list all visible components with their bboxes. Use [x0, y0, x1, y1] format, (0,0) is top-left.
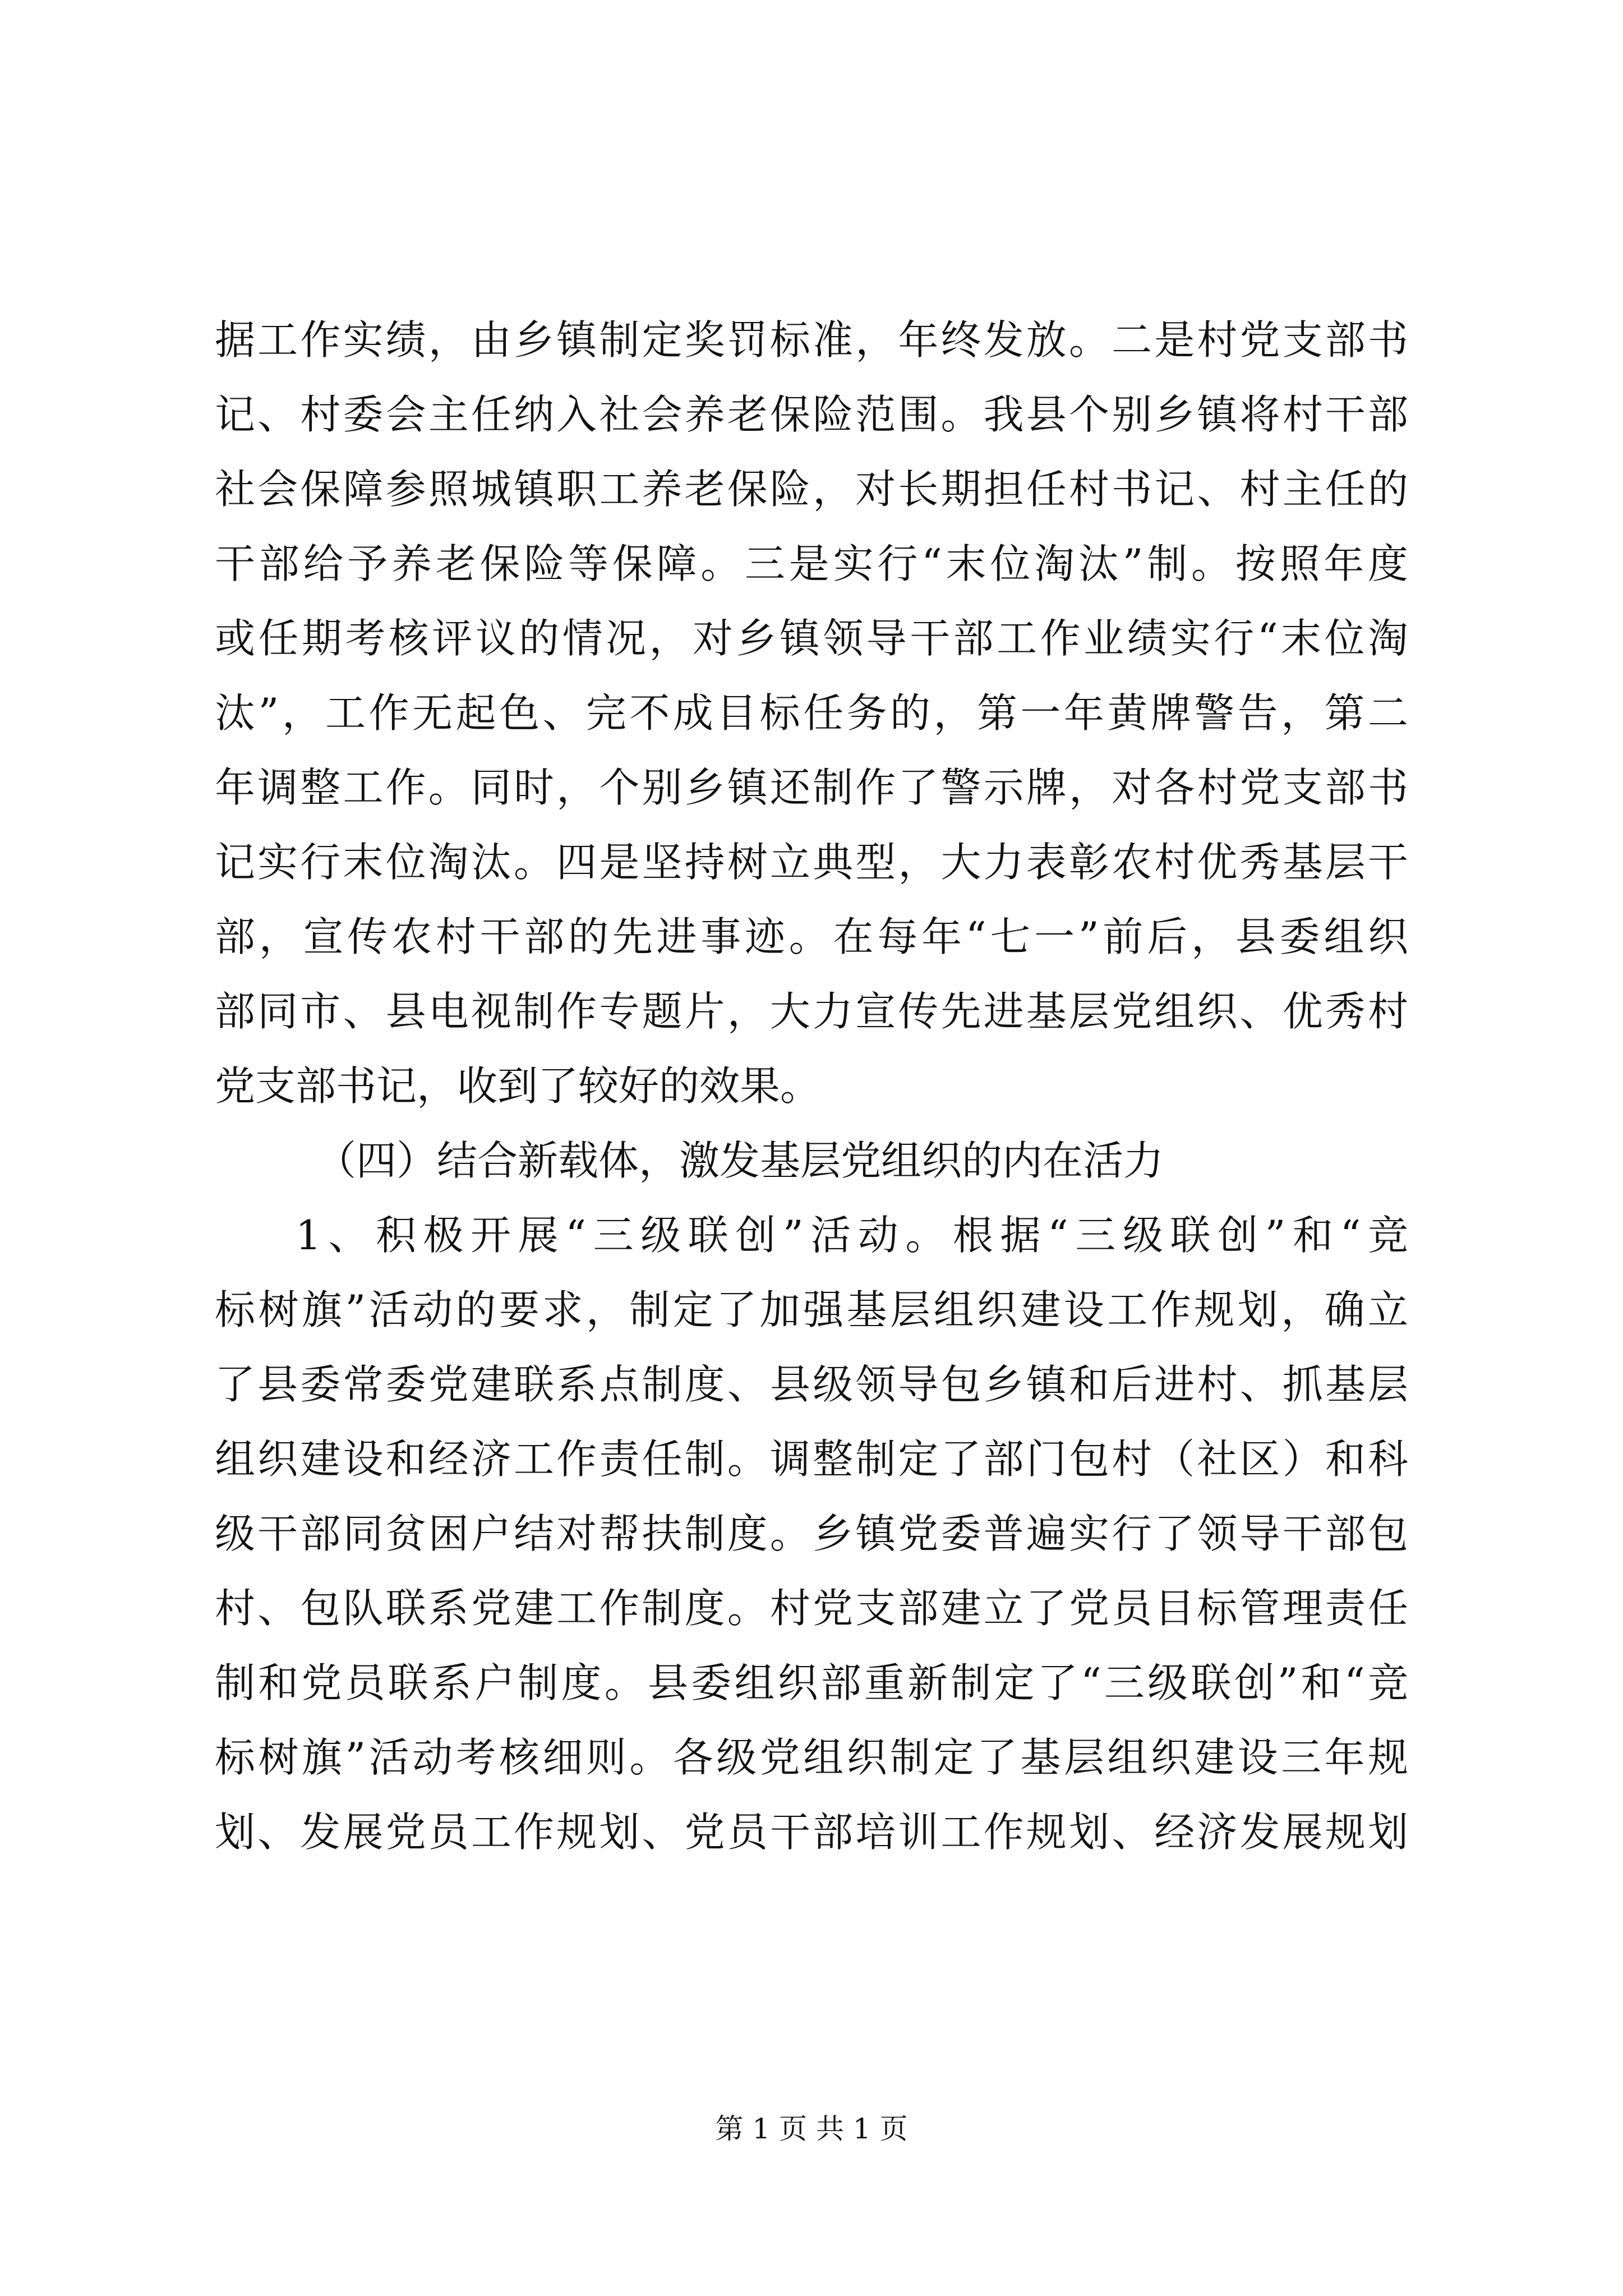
text-line: 干部给予养老保险等保障。三是实行“末位淘汰”制。按照年度: [215, 540, 1408, 587]
text-line: 或任期考核评议的情况，对乡镇领导干部工作业绩实行“末位淘: [215, 615, 1408, 662]
text-line: 社会保障参照城镇职工养老保险，对长期担任村书记、村主任的: [215, 466, 1408, 513]
body-text: [215, 303, 1408, 1870]
text-line: 1、积极开展“三级联创”活动。根据“三级联创”和“竞: [296, 1212, 1408, 1259]
text-line: 级干部同贫困户结对帮扶制度。乡镇党委普遍实行了领导干部包: [215, 1510, 1408, 1557]
text-line: 组织建设和经济工作责任制。调整制定了部门包村（社区）和科: [215, 1435, 1408, 1483]
text-line: 记实行末位淘汰。四是坚持树立典型，大力表彰农村优秀基层干: [215, 839, 1408, 886]
text-line: 党支部书记，收到了较好的效果。: [215, 1062, 821, 1110]
text-line: 据工作实绩，由乡镇制定奖罚标准，年终发放。二是村党支部书: [215, 316, 1408, 364]
text-line: 部，宣传农村干部的先进事迹。在每年“七一”前后，县委组织: [215, 913, 1408, 960]
text-line: 标树旗”活动考核细则。各级党组织制定了基层组织建设三年规: [215, 1734, 1408, 1781]
text-line: 了县委常委党建联系点制度、县级领导包乡镇和后进村、抓基层: [215, 1361, 1408, 1408]
section-heading: （四）结合新载体，激发基层党组织的内在活力: [316, 1137, 1164, 1184]
text-line: 制和党员联系户制度。县委组织部重新制定了“三级联创”和“竞: [215, 1659, 1408, 1706]
text-line: 划、发展党员工作规划、党员干部培训工作规划、经济发展规划: [215, 1809, 1408, 1856]
text-line: 记、村委会主任纳入社会养老保险范围。我县个别乡镇将村干部: [215, 391, 1408, 438]
page-footer: 第 1 页 共 1 页: [715, 2113, 908, 2145]
text-line: 汰”，工作无起色、完不成目标任务的，第一年黄牌警告，第二: [215, 689, 1408, 737]
text-line: 部同市、县电视制作专题片，大力宣传先进基层党组织、优秀村: [215, 988, 1408, 1035]
text-line: 年调整工作。同时，个别乡镇还制作了警示牌，对各村党支部书: [215, 764, 1408, 811]
text-line: 村、包队联系党建工作制度。村党支部建立了党员目标管理责任: [215, 1585, 1408, 1632]
text-line: 标树旗”活动的要求，制定了加强基层组织建设工作规划，确立: [215, 1286, 1408, 1333]
